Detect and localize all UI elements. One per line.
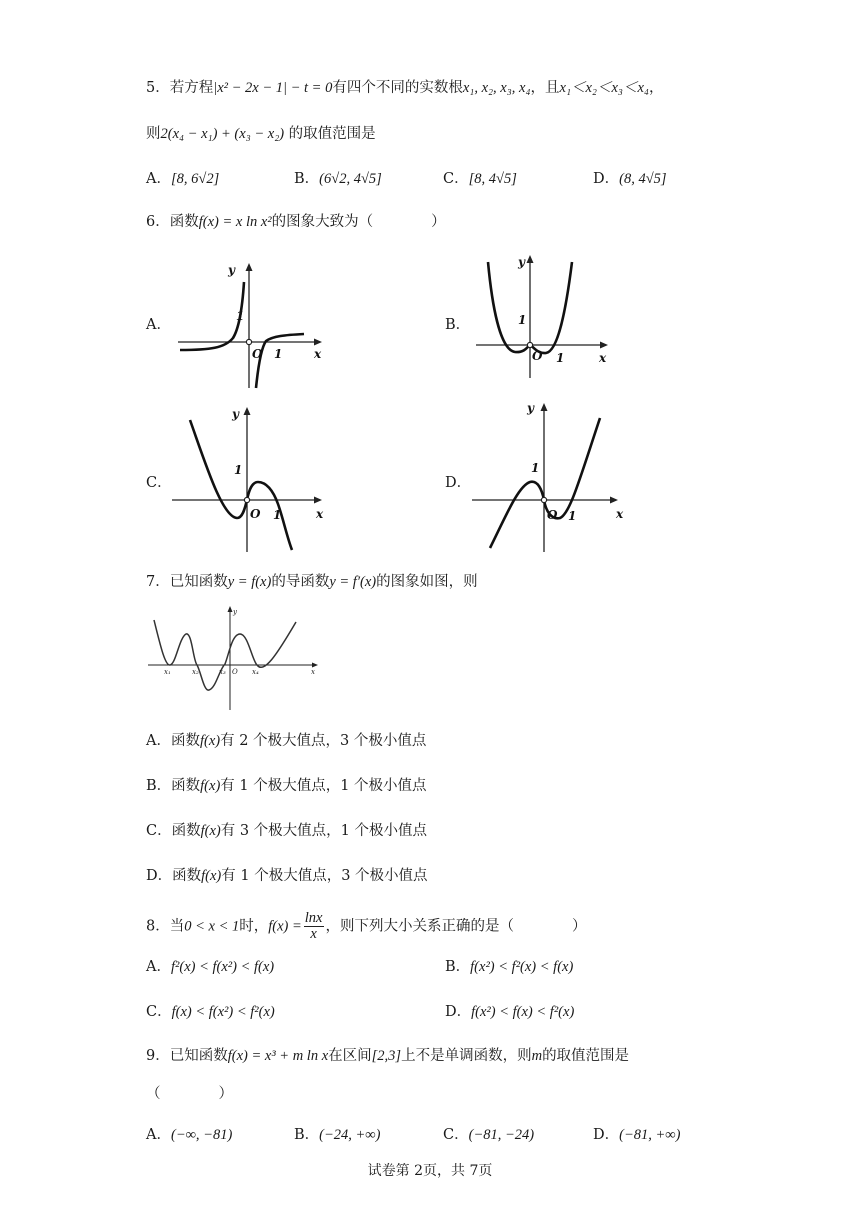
q7-option-b[interactable]: B．函数f(x)有 1 个极大值点，1 个极小值点 — [146, 778, 427, 794]
page-footer: 试卷第 2页，共 7页 — [367, 1163, 493, 1179]
q8-fraction: $\frac{\ln x}{x}$ — [304, 910, 323, 942]
svg-text:x₃: x₃ — [219, 668, 226, 676]
q5-option-d[interactable]: D．(8, 4√5] — [593, 171, 667, 187]
svg-text:y: y — [233, 608, 237, 616]
q6-graph-c — [170, 402, 335, 554]
q5-line1: 5．若方程|x² − 2x − 1| − t = 0有四个不同的实数根x₁, x₂, x₃, x₄，且x₁＜x₂＜x₃＜x₄， — [146, 80, 664, 96]
svg-text:x: x — [599, 351, 607, 365]
q9-option-d[interactable]: D．(−81, +∞) — [593, 1127, 681, 1143]
q5-number: 5． — [146, 80, 170, 96]
q9-number: 9． — [146, 1048, 170, 1064]
svg-text:1: 1 — [531, 461, 540, 475]
svg-text:x: x — [316, 507, 324, 521]
svg-text:x₁: x₁ — [164, 668, 171, 676]
svg-text:x₂: x₂ — [192, 668, 199, 676]
q9-answer-paren: （ ） — [146, 1086, 233, 1102]
q5-option-c[interactable]: C．[8, 4√5] — [443, 171, 517, 187]
q8-stem: 8．当0 < x < 1时，f(x) = $\frac{\ln x}{x}$ ，则下列大小关系正确的是（ ） — [146, 910, 587, 942]
svg-text:1: 1 — [518, 313, 527, 327]
q6-function: f(x) = x ln x² — [198, 214, 272, 230]
q7-number: 7． — [146, 574, 170, 590]
q5-order: x₁＜x₂＜x₃＜x₄ — [559, 80, 649, 96]
svg-text:x: x — [616, 507, 624, 521]
q7-f: y = f(x) — [227, 574, 272, 590]
svg-text:y: y — [232, 407, 239, 421]
q8-option-c[interactable]: C．f(x) < f(x²) < f²(x) — [146, 1004, 275, 1020]
svg-text:1: 1 — [274, 347, 283, 361]
q8-option-a[interactable]: A．f²(x) < f(x²) < f(x) — [146, 959, 275, 975]
svg-text:1: 1 — [556, 351, 565, 365]
svg-text:x: x — [314, 347, 322, 361]
svg-text:y: y — [518, 255, 525, 269]
q7-option-a[interactable]: A．函数f(x)有 2 个极大值点，3 个极小值点 — [146, 733, 427, 749]
svg-text:x: x — [311, 668, 315, 676]
q5-option-a[interactable]: A．[8, 6√2] — [146, 171, 220, 187]
q9-option-c[interactable]: C．(−81, −24) — [443, 1127, 535, 1143]
q6-number: 6． — [146, 214, 170, 230]
q5-expression: 2(x₄ − x₁) + (x₃ − x₂) — [160, 126, 285, 142]
q9-option-a[interactable]: A．(−∞, −81) — [146, 1127, 233, 1143]
q6-option-c[interactable]: C． — [146, 475, 172, 491]
q5-roots: x₁, x₂, x₃, x₄ — [462, 80, 531, 96]
q5-option-b[interactable]: B．(6√2, 4√5] — [294, 171, 382, 187]
svg-text:1: 1 — [236, 309, 245, 323]
q9-interval: [2,3] — [371, 1048, 402, 1064]
svg-text:1: 1 — [568, 509, 577, 523]
svg-text:1: 1 — [273, 508, 282, 522]
q8-number: 8． — [146, 918, 170, 935]
svg-text:O: O — [252, 347, 263, 361]
q6-graph-a — [170, 258, 330, 393]
q8-option-b[interactable]: B．f(x²) < f²(x) < f(x) — [445, 959, 574, 975]
q6-option-a[interactable]: A． — [146, 317, 171, 333]
q5-line2: 则2(x₄ − x₁) + (x₃ − x₂) 的取值范围是 — [146, 126, 376, 142]
svg-text:1: 1 — [234, 463, 243, 477]
q7-derivative-graph — [146, 604, 321, 712]
q7-fprime: y = f′(x) — [329, 574, 377, 590]
q7-stem: 7．已知函数y = f(x)的导函数y = f′(x)的图象如图，则 — [146, 574, 478, 590]
q9-stem: 9．已知函数f(x) = x³ + m ln x在区间[2,3]上不是单调函数，则m的取值范围是 — [146, 1048, 630, 1064]
q8-option-d[interactable]: D．f(x²) < f(x) < f²(x) — [445, 1004, 575, 1020]
svg-text:y: y — [527, 401, 534, 415]
svg-text:O: O — [547, 508, 558, 522]
q9-option-b[interactable]: B．(−24, +∞) — [294, 1127, 381, 1143]
svg-text:y: y — [228, 263, 235, 277]
q5-equation: |x² − 2x − 1| − t = 0 — [213, 80, 333, 96]
q8-condition: 0 < x < 1 — [184, 918, 240, 935]
q6-stem: 6．函数f(x) = x ln x²的图象大致为（ ） — [146, 214, 446, 230]
svg-text:O: O — [532, 349, 543, 363]
q9-function: f(x) = x³ + m ln x — [227, 1048, 329, 1064]
q6-option-b[interactable]: B． — [445, 317, 471, 333]
q6-option-d[interactable]: D． — [445, 475, 472, 491]
q6-graph-b — [470, 250, 620, 380]
q7-option-d[interactable]: D．函数f(x)有 1 个极大值点，3 个极小值点 — [146, 868, 428, 884]
svg-text:O: O — [250, 507, 261, 521]
q7-option-c[interactable]: C．函数f(x)有 3 个极大值点，1 个极小值点 — [146, 823, 428, 839]
svg-text:x₄: x₄ — [252, 668, 259, 676]
q6-graph-d — [470, 398, 635, 554]
svg-text:O: O — [232, 668, 238, 676]
